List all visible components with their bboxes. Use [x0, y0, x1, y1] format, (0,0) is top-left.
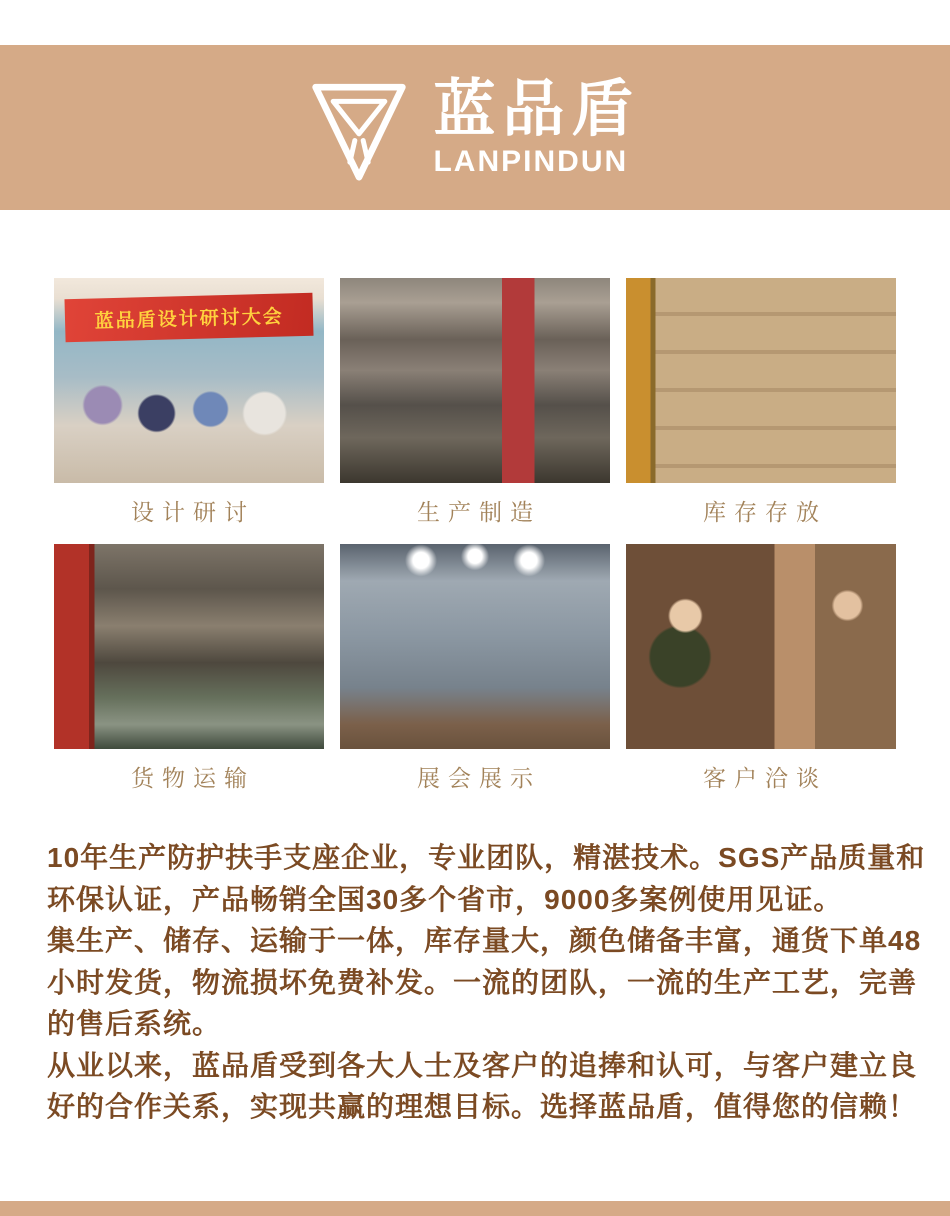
logo-text-block [433, 74, 641, 178]
company-introduction [47, 837, 950, 1128]
brand-header [0, 45, 950, 210]
photo-production [340, 278, 610, 483]
gallery-cell-design-seminar [54, 278, 324, 544]
intro-line: 环保认证，产品畅销全国30多个省市，9000多案例使用见证。 [47, 883, 843, 915]
photo-exhibition [340, 544, 610, 749]
photo-transport [54, 544, 324, 749]
caption-production: 生产制造 [417, 499, 541, 525]
caption-design-seminar: 设计研讨 [131, 499, 255, 525]
photo-client-meeting [626, 544, 896, 749]
gallery-cell-exhibition [340, 544, 610, 810]
gallery-cell-production [340, 278, 610, 544]
intro-line: 10年生产防护扶手支座企业，专业团队，精湛技术。SGS产品质量和 [47, 842, 926, 873]
logo-chinese-name: 蓝品盾 [433, 74, 641, 144]
photo-warehouse [626, 278, 896, 483]
intro-line: 的售后系统。 [47, 1008, 222, 1039]
intro-line: 好的合作关系，实现共赢的理想目标。选择蓝品盾，值得您的信赖！ [47, 1091, 918, 1122]
photo-gallery [54, 278, 896, 810]
gallery-cell-transport [54, 544, 324, 810]
photo-design-seminar [54, 278, 324, 483]
caption-client-meeting: 客户洽谈 [703, 765, 827, 791]
logo-shield-icon [309, 67, 409, 189]
intro-line: 从业以来，蓝品盾受到各大人士及客户的追捧和认可，与客户建立良 [47, 1049, 918, 1081]
gallery-cell-warehouse [626, 278, 896, 544]
caption-transport: 货物运输 [131, 765, 255, 791]
gallery-cell-client-meeting [626, 544, 896, 810]
caption-exhibition: 展会展示 [417, 765, 541, 791]
intro-line: 集生产、储存、运输于一体，库存量大，颜色储备丰富，通货下单48 [47, 925, 922, 956]
seminar-banner: 蓝品盾设计研讨大会 [64, 293, 313, 343]
caption-warehouse: 库存存放 [703, 499, 827, 525]
intro-line: 小时发货，物流损坏免费补发。一流的团队，一流的生产工艺，完善 [47, 966, 918, 998]
logo-latin-name: LANPINDUN [433, 144, 629, 178]
top-white-strip [0, 0, 950, 45]
footer-accent-bar [0, 1201, 950, 1216]
